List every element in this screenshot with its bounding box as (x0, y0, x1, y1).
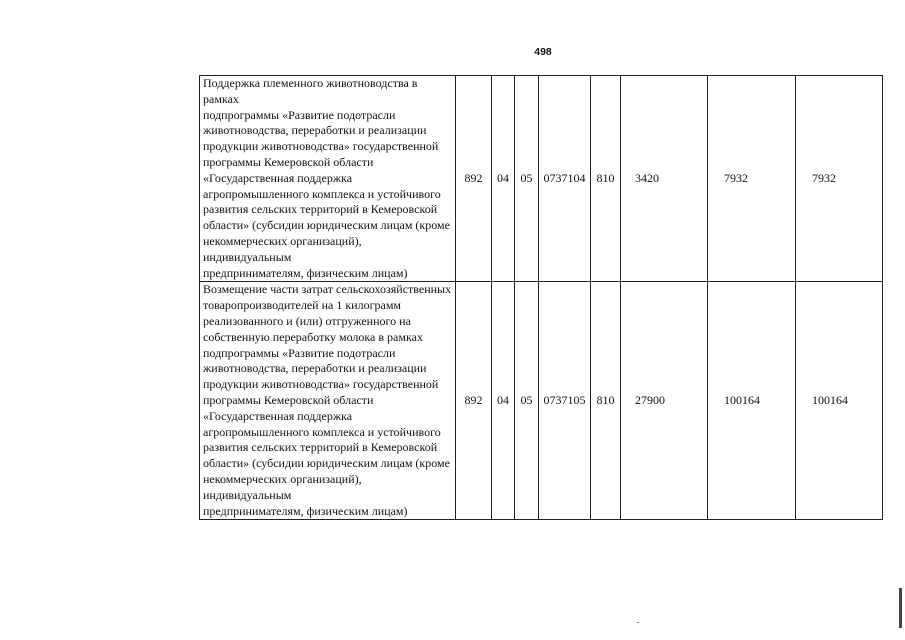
section-code: 04 (492, 76, 515, 282)
table-row (200, 282, 883, 520)
target-article-code: 0737104 (539, 76, 591, 282)
target-article-code: 0737105 (539, 282, 591, 520)
subsection-code: 05 (515, 76, 539, 282)
ministry-code: 892 (456, 76, 492, 282)
subsection-code: 05 (515, 282, 539, 520)
sum-year-2: 7932 (708, 76, 796, 282)
table-row (200, 76, 883, 282)
expense-type-code: 810 (591, 282, 621, 520)
scan-edge-mark (899, 588, 902, 628)
sum-year-3: 7932 (796, 76, 883, 282)
sum-year-3: 100164 (796, 282, 883, 520)
sum-year-2: 100164 (708, 282, 796, 520)
section-code: 04 (492, 282, 515, 520)
row-description: Возмещение части затрат сельскохозяйственных товаропроизводителей на 1 килограмм реализованного и (или) отгруженного на собственную переработку молока в рамках подпрограммы «Развитие подотрасли животноводства, переработки и реализации продукции животноводства» государственной программы Кемеровской области «Государственная поддержка агропромышленного комплекса и устойчивого развития сельских территорий в Кемеровской области» (субсидии юридическим лицам (кроме некоммерческих организаций), индивидуальным предпринимателям, физическим лицам) (200, 282, 456, 520)
scan-speck (637, 622, 639, 623)
row-description: Поддержка племенного животноводства в рамках подпрограммы «Развитие подотрасли животноводства, переработки и реализации продукции животноводства» государственной программы Кемеровской области «Государственная поддержка агропромышленного комплекса и устойчивого развития сельских территорий в Кемеровской области» (субсидии юридическим лицам (кроме некоммерческих организаций), индивидуальным предпринимателям, физическим лицам) (200, 76, 456, 282)
page-number: 498 (534, 46, 552, 58)
expense-type-code: 810 (591, 76, 621, 282)
budget-table (199, 75, 883, 520)
ministry-code: 892 (456, 282, 492, 520)
sum-year-1: 3420 (621, 76, 708, 282)
sum-year-1: 27900 (621, 282, 708, 520)
